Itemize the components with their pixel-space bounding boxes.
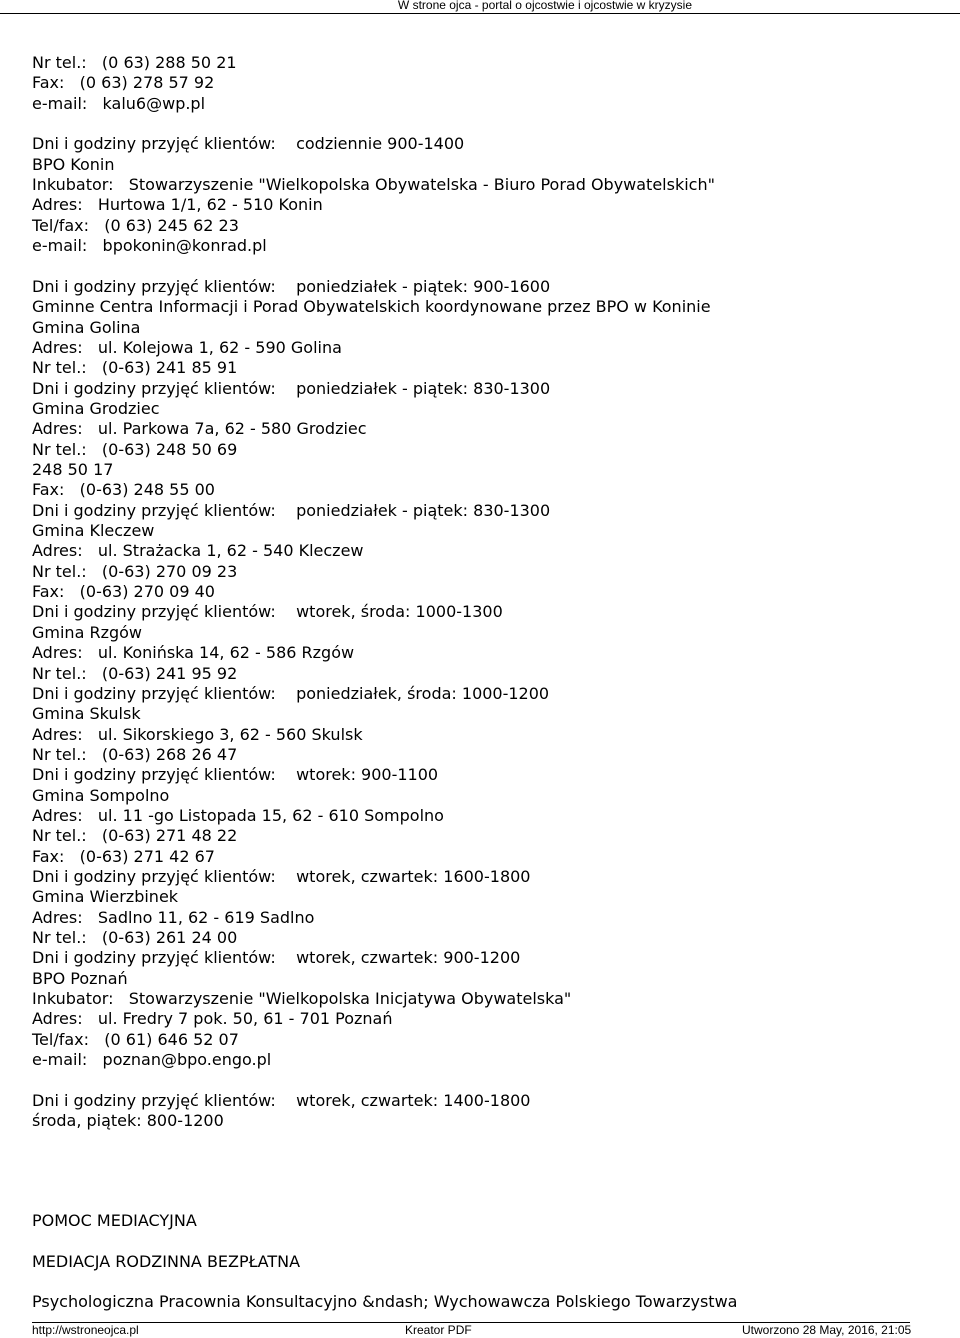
text-line: Adres: ul. Sikorskiego 3, 62 - 560 Skulsk <box>32 725 363 744</box>
footer-created-date: Utworzono 28 May, 2016, 21:05 <box>742 1323 912 1337</box>
text-line: e-mail: bpokonin@konrad.pl <box>32 236 267 255</box>
text-line: Adres: ul. Kolejowa 1, 62 - 590 Golina <box>32 338 342 357</box>
text-line: Nr tel.: (0-63) 270 09 23 <box>32 562 238 581</box>
text-line: e-mail: kalu6@wp.pl <box>32 94 206 113</box>
text-line: środa, piątek: 800-1200 <box>32 1111 224 1130</box>
text-line: Gmina Rzgów <box>32 623 143 642</box>
text-line: Fax: (0 63) 278 57 92 <box>32 73 215 92</box>
text-line: Nr tel.: (0-63) 248 50 69 <box>32 440 238 459</box>
text-line: Dni i godziny przyjęć klientów: wtorek, czwartek: 1600-1800 <box>32 867 531 886</box>
text-line: Gmina Kleczew <box>32 521 155 540</box>
text-line: Adres: ul. Parkowa 7a, 62 - 580 Grodziec <box>32 419 367 438</box>
text-line: Adres: Sadlno 11, 62 - 619 Sadlno <box>32 908 315 927</box>
text-line: Fax: (0-63) 271 42 67 <box>32 847 215 866</box>
header-title: W strone ojca - portal o ojcostwie i ojcostwie w kryzysie <box>397 0 692 12</box>
text-line: Dni i godziny przyjęć klientów: poniedziałek - piątek: 830-1300 <box>32 379 551 398</box>
footer-url-link[interactable]: http://wstroneojca.pl <box>32 1323 139 1337</box>
text-line: Adres: ul. Strażacka 1, 62 - 540 Kleczew <box>32 541 364 560</box>
text-line: Tel/fax: (0 63) 245 62 23 <box>32 216 239 235</box>
text-line: BPO Konin <box>32 155 115 174</box>
text-line: Gmina Skulsk <box>32 704 141 723</box>
text-line: Dni i godziny przyjęć klientów: poniedziałek - piątek: 900-1600 <box>32 277 551 296</box>
text-line: Gminne Centra Informacji i Porad Obywatelskich koordynowane przez BPO w Koninie <box>32 297 711 316</box>
text-line: Dni i godziny przyjęć klientów: wtorek, czwartek: 1400-1800 <box>32 1091 531 1110</box>
text-line: Adres: ul. Fredry 7 pok. 50, 61 - 701 Poznań <box>32 1009 393 1028</box>
text-line: Nr tel.: (0-63) 268 26 47 <box>32 745 238 764</box>
footer-creator: Kreator PDF <box>405 1323 472 1337</box>
text-line: BPO Poznań <box>32 969 128 988</box>
text-line: Inkubator: Stowarzyszenie "Wielkopolska Obywatelska - Biuro Porad Obywatelskich" <box>32 175 715 194</box>
text-line: Fax: (0-63) 270 09 40 <box>32 582 215 601</box>
text-line: Adres: ul. Konińska 14, 62 - 586 Rzgów <box>32 643 355 662</box>
text-line: Nr tel.: (0-63) 261 24 00 <box>32 928 238 947</box>
text-line: Nr tel.: (0-63) 271 48 22 <box>32 826 238 845</box>
text-line: Dni i godziny przyjęć klientów: poniedziałek, środa: 1000-1200 <box>32 684 550 703</box>
text-line: Gmina Sompolno <box>32 786 170 805</box>
text-line: Nr tel.: (0-63) 241 95 92 <box>32 664 238 683</box>
text-line: Inkubator: Stowarzyszenie "Wielkopolska Inicjatywa Obywatelska" <box>32 989 572 1008</box>
text-line: Nr tel.: (0 63) 288 50 21 <box>32 53 237 72</box>
text-line: e-mail: poznan@bpo.engo.pl <box>32 1050 272 1069</box>
text-line: Fax: (0-63) 248 55 00 <box>32 480 215 499</box>
text-line: Adres: ul. 11 -go Listopada 15, 62 - 610 Sompolno <box>32 806 444 825</box>
text-line: Dni i godziny przyjęć klientów: wtorek, środa: 1000-1300 <box>32 602 503 621</box>
text-line: Adres: Hurtowa 1/1, 62 - 510 Konin <box>32 195 323 214</box>
text-line: Dni i godziny przyjęć klientów: wtorek, czwartek: 900-1200 <box>32 948 521 967</box>
text-line: Tel/fax: (0 61) 646 52 07 <box>32 1030 239 1049</box>
text-line: Dni i godziny przyjęć klientów: wtorek: 900-1100 <box>32 765 439 784</box>
text-line: Gmina Grodziec <box>32 399 160 418</box>
text-line: Dni i godziny przyjęć klientów: poniedziałek - piątek: 830-1300 <box>32 501 551 520</box>
page-header <box>0 0 960 14</box>
section-heading-pracownia: Psychologiczna Pracownia Konsultacyjno &ndash; Wychowawcza Polskiego Towarzystwa <box>32 1292 738 1311</box>
text-line: 248 50 17 <box>32 460 114 479</box>
section-heading-pomoc: POMOC MEDIACYJNA <box>32 1211 197 1230</box>
text-line: Dni i godziny przyjęć klientów: codziennie 900-1400 <box>32 134 465 153</box>
text-line: Gmina Golina <box>32 318 141 337</box>
section-heading-mediacja: MEDIACJA RODZINNA BEZPŁATNA <box>32 1252 301 1271</box>
text-line: Nr tel.: (0-63) 241 85 91 <box>32 358 238 377</box>
text-line: Gmina Wierzbinek <box>32 887 179 906</box>
